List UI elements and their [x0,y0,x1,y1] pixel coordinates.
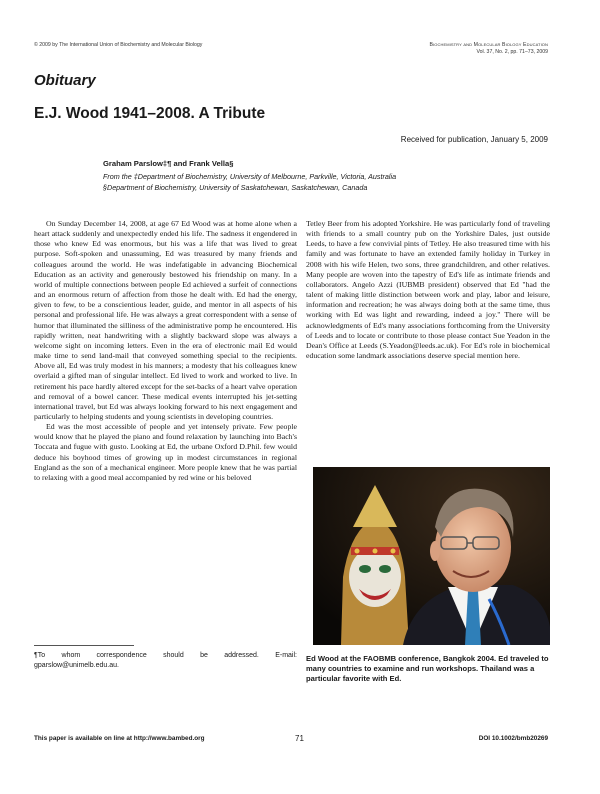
volume-info: Vol. 37, No. 2, pp. 71–73, 2009 [476,49,548,55]
body-paragraph-3: Tetley Beer from his adopted Yorkshire. He was particularly fond of traveling with friends to a small country pub on the Yorkshire Dales, just outside Leeds, to have a few convivial pints of Tetley. He also treasured time with his family and was fortunate to have an extended family holiday in Turkey in 2008 with his wife Helen, two sons, three grandchildren, and other relatives. Many people are woven into the tapestry of Ed's life as intimate friends and collaborators. Angelo Azzi (IUBMB president) observed that Ed "had the talent of making little distinction between work and play, labor and leisure, information and recreation; he was always doing both at the same time, thus working with Ed was light and rewarding, indeed a joy." There will be acknowledgments of Ed's many associations forthcoming from the University of Leeds and to locate or contribute to those please contact Sue Yeadon in the Dean's Office at Leeds (S.Yeadon@leeds.ac.uk). For Ed's role in biochemical education some landmark associations deserve special mention here. [306,219,550,361]
body-column-right [306,219,550,451]
availability-note: This paper is available on line at http://www.bambed.org [34,735,205,742]
doi: DOI 10.1002/bmb20269 [478,735,548,742]
journal-header [429,42,548,56]
footnote-rule [34,645,134,646]
figure-caption: Ed Wood at the FAOBMB conference, Bangkok 2004. Ed traveled to many countries to examine and run workshops. Thailand was a particular favorite with Ed. [306,654,549,684]
journal-name: Biochemistry and Molecular Biology Education [429,42,548,48]
body-paragraph-2: Ed was the most accessible of people and yet intensely private. Few people would know that he played the piano and found relaxation by launching into Bach's Toccata and fugue with gusto. Looking at Ed, the urbane Oxford D.Phil. few would deduce his boyhood times of growing up in modest circumstances in regional England as the son of a mechanical engineer. More people knew that he was partial to relaxing with a good meal accompanied by red wine or his beloved [34,422,297,482]
correspondence-footnote: ¶To whom correspondence should be addressed. E-mail: gparslow@unimelb.edu.au. [34,652,297,669]
body-paragraph-1: On Sunday December 14, 2008, at age 67 Ed Wood was at home alone when a heart attack suddenly and unexpectedly ended his life. The sadness it engendered in those who knew Ed was enormous, but his was a life that was lived to great purpose. Soft-spoken and unassuming, Ed was treasured by many friends and colleagues around the world. He was indefatigable in advancing Biochemical Education as an activity and generously bestowed his friendship on many. In a world of multiple connections between people Ed achieved a surfeit of connections and an enormous return of affection from those he dealt with. Ed had the energy, given to few, to be a conscientious leader, guide, and mentor in all aspects of his personal and professional life. He was always a great correspondent with a sense of humor that illuminated the silliness of the administrative pomp he encountered. His rapidly written, neat handwriting with a slightly backward slope was always a welcome sight on incoming letters. Even in the era of electronic mail Ed would make time to send land-mail that conveyed something special to the recipients. Above all, Ed was truly modest in his manners; a modesty that his colleagues knew overlaid a gifted man of singular intellect. Ed lived to work and worked to live. In retirement his pace hardly altered except for the set-backs of a heart valve operation and removal of a bowel cancer. These medical events interrupted his jet-setting international travel, but Ed was always looking forward to his next engagement and particularly to helping students and young scientists in developing countries. [34,219,297,421]
received-date: Received for publication, January 5, 2009 [400,135,548,144]
photo-illustration [313,467,550,645]
section-label: Obituary [34,72,96,89]
affiliation-1: From the ‡Department of Biochemistry, University of Melbourne, Parkville, Victoria, Australia [103,172,397,181]
affiliations [103,172,396,193]
page-number: 71 [295,734,304,743]
portrait-photo [313,467,550,645]
author-list: Graham Parslow‡¶ and Frank Vella§ [103,159,234,168]
copyright-line: © 2009 by The International Union of Biochemistry and Molecular Biology [34,42,203,48]
affiliation-2: §Department of Biochemistry, University of Saskatchewan, Saskatchewan, Canada [103,182,368,192]
article-title: E.J. Wood 1941–2008. A Tribute [34,105,266,122]
body-column-left [34,219,297,645]
